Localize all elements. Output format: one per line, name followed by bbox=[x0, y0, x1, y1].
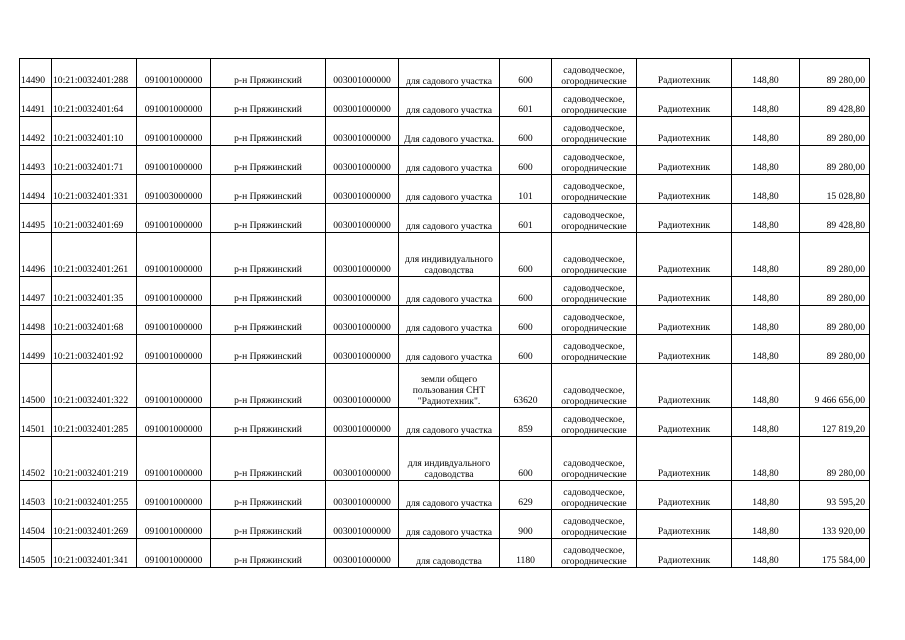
okato-code-cell: 091001000000 bbox=[137, 117, 211, 146]
permitted-use-cell: для садового участка bbox=[399, 59, 500, 88]
permitted-use-cell: для садового участка bbox=[399, 510, 500, 539]
row-number-cell: 14499 bbox=[20, 335, 52, 364]
cadastral-number-cell: 10:21:0032401:71 bbox=[52, 146, 137, 175]
land-category-cell: садоводческое, огороднические bbox=[552, 481, 637, 510]
cadastral-number-cell: 10:21:0032401:35 bbox=[52, 277, 137, 306]
district-cell: р-н Пряжинский bbox=[211, 277, 326, 306]
specific-value-cell: 148,80 bbox=[732, 364, 800, 408]
district-cell: р-н Пряжинский bbox=[211, 146, 326, 175]
specific-value-cell: 148,80 bbox=[732, 146, 800, 175]
row-number-cell: 14495 bbox=[20, 204, 52, 233]
association-name-cell: Радиотехник bbox=[637, 117, 732, 146]
zone-code-cell: 003001000000 bbox=[326, 539, 399, 568]
cadastral-value-cell: 15 028,80 bbox=[800, 175, 870, 204]
zone-code-cell: 003001000000 bbox=[326, 146, 399, 175]
association-name-cell: Радиотехник bbox=[637, 175, 732, 204]
specific-value-cell: 148,80 bbox=[732, 306, 800, 335]
cadastral-number-cell: 10:21:0032401:261 bbox=[52, 233, 137, 277]
cadastral-number-cell: 10:21:0032401:288 bbox=[52, 59, 137, 88]
table-row bbox=[20, 146, 870, 175]
table-row bbox=[20, 175, 870, 204]
okato-code-cell: 091001000000 bbox=[137, 146, 211, 175]
association-name-cell: Радиотехник bbox=[637, 88, 732, 117]
district-cell: р-н Пряжинский bbox=[211, 364, 326, 408]
district-cell: р-н Пряжинский bbox=[211, 481, 326, 510]
row-number-cell: 14497 bbox=[20, 277, 52, 306]
row-number-cell: 14494 bbox=[20, 175, 52, 204]
cadastral-number-cell: 10:21:0032401:322 bbox=[52, 364, 137, 408]
zone-code-cell: 003001000000 bbox=[326, 481, 399, 510]
association-name-cell: Радиотехник bbox=[637, 539, 732, 568]
association-name-cell: Радиотехник bbox=[637, 335, 732, 364]
cadastral-value-cell: 89 280,00 bbox=[800, 146, 870, 175]
cadastral-value-cell: 89 280,00 bbox=[800, 277, 870, 306]
row-number-cell: 14500 bbox=[20, 364, 52, 408]
zone-code-cell: 003001000000 bbox=[326, 335, 399, 364]
row-number-cell: 14504 bbox=[20, 510, 52, 539]
district-cell: р-н Пряжинский bbox=[211, 204, 326, 233]
zone-code-cell: 003001000000 bbox=[326, 306, 399, 335]
land-category-cell: садоводческое, огороднические bbox=[552, 233, 637, 277]
association-name-cell: Радиотехник bbox=[637, 59, 732, 88]
row-number-cell: 14505 bbox=[20, 539, 52, 568]
area-cell: 600 bbox=[500, 306, 552, 335]
permitted-use-cell: для садового участка bbox=[399, 306, 500, 335]
okato-code-cell: 091001000000 bbox=[137, 510, 211, 539]
area-cell: 600 bbox=[500, 437, 552, 481]
permitted-use-cell: для индивдуального садоводства bbox=[399, 437, 500, 481]
area-cell: 859 bbox=[500, 408, 552, 437]
land-category-cell: садоводческое, огороднические bbox=[552, 306, 637, 335]
area-cell: 600 bbox=[500, 117, 552, 146]
table-body bbox=[20, 59, 870, 568]
cadastral-value-cell: 93 595,20 bbox=[800, 481, 870, 510]
land-category-cell: садоводческое, огороднические bbox=[552, 437, 637, 481]
district-cell: р-н Пряжинский bbox=[211, 117, 326, 146]
permitted-use-cell: для индивидуального садоводства bbox=[399, 233, 500, 277]
permitted-use-cell: для садового участка bbox=[399, 175, 500, 204]
okato-code-cell: 091001000000 bbox=[137, 408, 211, 437]
association-name-cell: Радиотехник bbox=[637, 277, 732, 306]
cadastral-value-cell: 89 280,00 bbox=[800, 437, 870, 481]
land-category-cell: садоводческое, огороднические bbox=[552, 408, 637, 437]
specific-value-cell: 148,80 bbox=[732, 175, 800, 204]
zone-code-cell: 003001000000 bbox=[326, 437, 399, 481]
cadastral-number-cell: 10:21:0032401:69 bbox=[52, 204, 137, 233]
row-number-cell: 14496 bbox=[20, 233, 52, 277]
permitted-use-cell: для садового участка bbox=[399, 277, 500, 306]
area-cell: 600 bbox=[500, 146, 552, 175]
specific-value-cell: 148,80 bbox=[732, 117, 800, 146]
association-name-cell: Радиотехник bbox=[637, 408, 732, 437]
area-cell: 629 bbox=[500, 481, 552, 510]
area-cell: 900 bbox=[500, 510, 552, 539]
specific-value-cell: 148,80 bbox=[732, 510, 800, 539]
okato-code-cell: 091001000000 bbox=[137, 59, 211, 88]
association-name-cell: Радиотехник bbox=[637, 233, 732, 277]
association-name-cell: Радиотехник bbox=[637, 146, 732, 175]
land-category-cell: садоводческое, огороднические bbox=[552, 277, 637, 306]
table-row bbox=[20, 59, 870, 88]
district-cell: р-н Пряжинский bbox=[211, 335, 326, 364]
cadastral-number-cell: 10:21:0032401:269 bbox=[52, 510, 137, 539]
permitted-use-cell: для садового участка bbox=[399, 88, 500, 117]
district-cell: р-н Пряжинский bbox=[211, 175, 326, 204]
cadastral-number-cell: 10:21:0032401:331 bbox=[52, 175, 137, 204]
cadastral-number-cell: 10:21:0032401:285 bbox=[52, 408, 137, 437]
district-cell: р-н Пряжинский bbox=[211, 233, 326, 277]
area-cell: 600 bbox=[500, 59, 552, 88]
specific-value-cell: 148,80 bbox=[732, 233, 800, 277]
district-cell: р-н Пряжинский bbox=[211, 408, 326, 437]
okato-code-cell: 091001000000 bbox=[137, 481, 211, 510]
land-category-cell: садоводческое, огороднические bbox=[552, 510, 637, 539]
zone-code-cell: 003001000000 bbox=[326, 364, 399, 408]
land-category-cell: садоводческое, огороднические bbox=[552, 59, 637, 88]
association-name-cell: Радиотехник bbox=[637, 204, 732, 233]
district-cell: р-н Пряжинский bbox=[211, 59, 326, 88]
table-row bbox=[20, 233, 870, 277]
zone-code-cell: 003001000000 bbox=[326, 175, 399, 204]
association-name-cell: Радиотехник bbox=[637, 510, 732, 539]
zone-code-cell: 003001000000 bbox=[326, 408, 399, 437]
cadastral-value-cell: 89 428,80 bbox=[800, 204, 870, 233]
cadastral-number-cell: 10:21:0032401:255 bbox=[52, 481, 137, 510]
table-row bbox=[20, 481, 870, 510]
table-row bbox=[20, 408, 870, 437]
cadastral-number-cell: 10:21:0032401:68 bbox=[52, 306, 137, 335]
land-category-cell: садоводческое, огороднические bbox=[552, 146, 637, 175]
cadastral-value-cell: 89 428,80 bbox=[800, 88, 870, 117]
association-name-cell: Радиотехник bbox=[637, 437, 732, 481]
table-row bbox=[20, 204, 870, 233]
area-cell: 601 bbox=[500, 204, 552, 233]
permitted-use-cell: для садового участка bbox=[399, 204, 500, 233]
table-row bbox=[20, 437, 870, 481]
row-number-cell: 14493 bbox=[20, 146, 52, 175]
table-row bbox=[20, 510, 870, 539]
association-name-cell: Радиотехник bbox=[637, 481, 732, 510]
cadastral-number-cell: 10:21:0032401:341 bbox=[52, 539, 137, 568]
okato-code-cell: 091001000000 bbox=[137, 364, 211, 408]
row-number-cell: 14503 bbox=[20, 481, 52, 510]
cadastral-number-cell: 10:21:0032401:92 bbox=[52, 335, 137, 364]
district-cell: р-н Пряжинский bbox=[211, 510, 326, 539]
specific-value-cell: 148,80 bbox=[732, 204, 800, 233]
table-row bbox=[20, 364, 870, 408]
association-name-cell: Радиотехник bbox=[637, 364, 732, 408]
permitted-use-cell: Для садового участка. bbox=[399, 117, 500, 146]
cadastral-value-cell: 89 280,00 bbox=[800, 335, 870, 364]
okato-code-cell: 091001000000 bbox=[137, 335, 211, 364]
okato-code-cell: 091001000000 bbox=[137, 306, 211, 335]
specific-value-cell: 148,80 bbox=[732, 277, 800, 306]
specific-value-cell: 148,80 bbox=[732, 437, 800, 481]
land-registry-table bbox=[19, 58, 870, 568]
land-category-cell: садоводческое, огороднические bbox=[552, 175, 637, 204]
table-row bbox=[20, 88, 870, 117]
row-number-cell: 14491 bbox=[20, 88, 52, 117]
land-category-cell: садоводческое, огороднические bbox=[552, 539, 637, 568]
cadastral-value-cell: 89 280,00 bbox=[800, 306, 870, 335]
permitted-use-cell: земли общего пользования СНТ "Радиотехник". bbox=[399, 364, 500, 408]
cadastral-number-cell: 10:21:0032401:10 bbox=[52, 117, 137, 146]
specific-value-cell: 148,80 bbox=[732, 335, 800, 364]
specific-value-cell: 148,80 bbox=[732, 481, 800, 510]
cadastral-number-cell: 10:21:0032401:219 bbox=[52, 437, 137, 481]
area-cell: 600 bbox=[500, 233, 552, 277]
cadastral-value-cell: 9 466 656,00 bbox=[800, 364, 870, 408]
cadastral-value-cell: 89 280,00 bbox=[800, 117, 870, 146]
area-cell: 101 bbox=[500, 175, 552, 204]
permitted-use-cell: для садового участка bbox=[399, 408, 500, 437]
specific-value-cell: 148,80 bbox=[732, 408, 800, 437]
cadastral-value-cell: 89 280,00 bbox=[800, 233, 870, 277]
association-name-cell: Радиотехник bbox=[637, 306, 732, 335]
row-number-cell: 14498 bbox=[20, 306, 52, 335]
permitted-use-cell: для садового участка bbox=[399, 146, 500, 175]
area-cell: 600 bbox=[500, 335, 552, 364]
permitted-use-cell: для садового участка bbox=[399, 481, 500, 510]
cadastral-value-cell: 175 584,00 bbox=[800, 539, 870, 568]
cadastral-value-cell: 127 819,20 bbox=[800, 408, 870, 437]
zone-code-cell: 003001000000 bbox=[326, 59, 399, 88]
cadastral-value-cell: 133 920,00 bbox=[800, 510, 870, 539]
okato-code-cell: 091001000000 bbox=[137, 233, 211, 277]
zone-code-cell: 003001000000 bbox=[326, 117, 399, 146]
permitted-use-cell: для садоводства bbox=[399, 539, 500, 568]
row-number-cell: 14492 bbox=[20, 117, 52, 146]
okato-code-cell: 091001000000 bbox=[137, 437, 211, 481]
zone-code-cell: 003001000000 bbox=[326, 204, 399, 233]
table-row bbox=[20, 539, 870, 568]
okato-code-cell: 091001000000 bbox=[137, 277, 211, 306]
specific-value-cell: 148,80 bbox=[732, 59, 800, 88]
area-cell: 600 bbox=[500, 277, 552, 306]
okato-code-cell: 091001000000 bbox=[137, 88, 211, 117]
specific-value-cell: 148,80 bbox=[732, 539, 800, 568]
cadastral-number-cell: 10:21:0032401:64 bbox=[52, 88, 137, 117]
zone-code-cell: 003001000000 bbox=[326, 510, 399, 539]
district-cell: р-н Пряжинский bbox=[211, 306, 326, 335]
table-row bbox=[20, 277, 870, 306]
district-cell: р-н Пряжинский bbox=[211, 539, 326, 568]
okato-code-cell: 091001000000 bbox=[137, 204, 211, 233]
cadastral-value-cell: 89 280,00 bbox=[800, 59, 870, 88]
row-number-cell: 14502 bbox=[20, 437, 52, 481]
area-cell: 601 bbox=[500, 88, 552, 117]
land-category-cell: садоводческое, огороднические bbox=[552, 335, 637, 364]
land-category-cell: садоводческое, огороднические bbox=[552, 88, 637, 117]
zone-code-cell: 003001000000 bbox=[326, 233, 399, 277]
row-number-cell: 14501 bbox=[20, 408, 52, 437]
okato-code-cell: 091003000000 bbox=[137, 175, 211, 204]
land-category-cell: садоводческое, огороднические bbox=[552, 204, 637, 233]
district-cell: р-н Пряжинский bbox=[211, 88, 326, 117]
land-category-cell: садоводческое, огороднические bbox=[552, 364, 637, 408]
zone-code-cell: 003001000000 bbox=[326, 277, 399, 306]
land-category-cell: садоводческое, огороднические bbox=[552, 117, 637, 146]
permitted-use-cell: для садового участка bbox=[399, 335, 500, 364]
specific-value-cell: 148,80 bbox=[732, 88, 800, 117]
table-row bbox=[20, 335, 870, 364]
table-row bbox=[20, 117, 870, 146]
okato-code-cell: 091001000000 bbox=[137, 539, 211, 568]
zone-code-cell: 003001000000 bbox=[326, 88, 399, 117]
row-number-cell: 14490 bbox=[20, 59, 52, 88]
area-cell: 63620 bbox=[500, 364, 552, 408]
district-cell: р-н Пряжинский bbox=[211, 437, 326, 481]
area-cell: 1180 bbox=[500, 539, 552, 568]
table-row bbox=[20, 306, 870, 335]
